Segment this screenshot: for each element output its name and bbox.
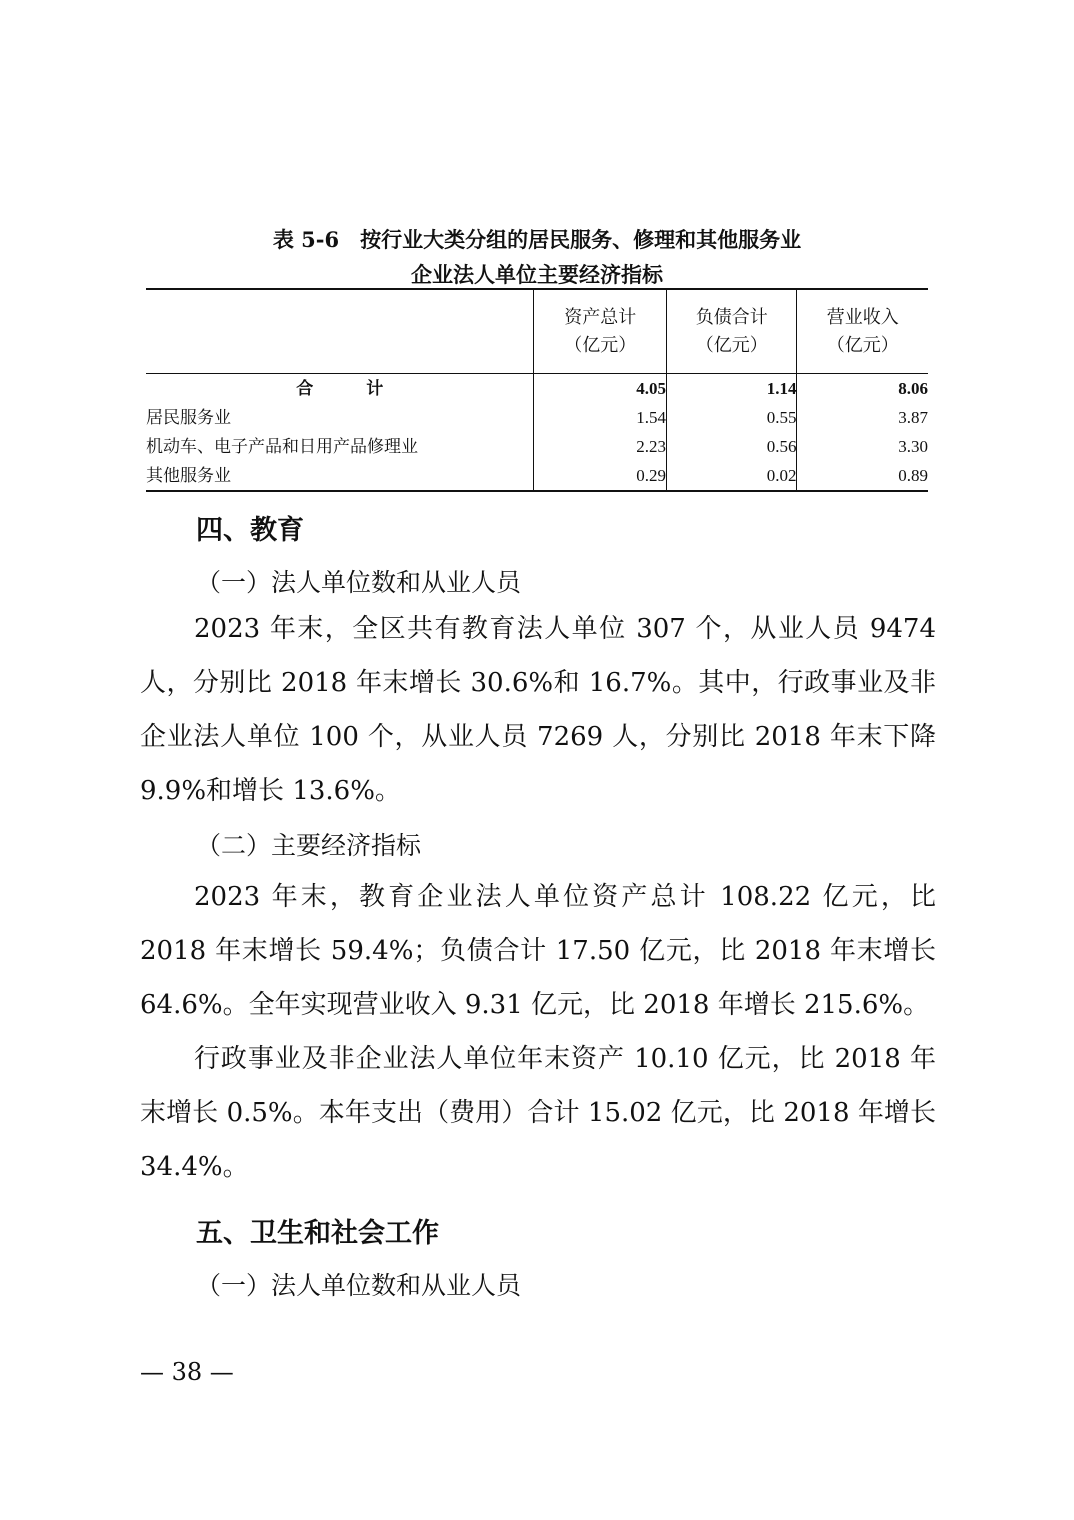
row-label: 其他服务业	[146, 461, 534, 491]
cell-revenue: 8.06	[797, 373, 928, 403]
row-label: 合 计	[296, 378, 402, 398]
table-row	[146, 403, 928, 432]
cell-liabilities: 0.02	[666, 461, 797, 491]
column-name: 负债合计	[695, 307, 768, 328]
row-label: 机动车、电子产品和日用产品修理业	[146, 436, 418, 456]
paragraph-enterprise-finance: 2023 年末，教育企业法人单位资产总计 108.22 亿元，比 2018 年末增长 59.4%；负债合计 17.50 亿元，比 2018 年末增长 64.6%。全年实现营业收入 9.31 亿元，比 2018 年增长 215.6%。	[140, 882, 936, 1020]
cell-revenue: 3.87	[797, 403, 928, 432]
cell-assets: 4.05	[534, 373, 667, 403]
cell-revenue: 0.89	[797, 461, 928, 491]
cell-assets: 1.54	[534, 403, 667, 432]
column-unit: （亿元）	[826, 335, 899, 356]
cell-assets: 0.29	[534, 461, 667, 491]
section-heading-education: 四、教育	[196, 515, 304, 546]
table-row	[146, 461, 928, 491]
cell-liabilities: 0.56	[666, 432, 797, 461]
column-unit: （亿元）	[695, 335, 768, 356]
column-name: 资产总计	[564, 307, 637, 328]
table-title-line2: 企业法人单位主要经济指标	[411, 262, 663, 287]
paragraph-nonenterprise-finance: 行政事业及非企业法人单位年末资产 10.10 亿元，比 2018 年末增长 0.5%。本年支出（费用）合计 15.02 亿元，比 2018 年增长 34.4%。	[140, 1044, 936, 1182]
subheading-units-employees-health: （一）法人单位数和从业人员	[196, 1271, 522, 1300]
column-unit: （亿元）	[564, 335, 637, 356]
row-label: 居民服务业	[146, 407, 231, 427]
cell-assets: 2.23	[534, 432, 667, 461]
subheading-economic-indicators: （二）主要经济指标	[196, 831, 422, 860]
cell-revenue: 3.30	[797, 432, 928, 461]
table-header-liabilities	[666, 289, 797, 373]
table-row-total	[146, 373, 928, 403]
cell-liabilities: 0.55	[666, 403, 797, 432]
table-title-line1: 表 5-6 按行业大类分组的居民服务、修理和其他服务业	[272, 227, 802, 252]
paragraph-education-units: 2023 年末，全区共有教育法人单位 307 个，从业人员 9474 人，分别比 2018 年末增长 30.6%和 16.7%。其中，行政事业及非企业法人单位 100 个，从业人员 7269 人，分别比 2018 年末下降 9.9%和增长 13.6%。	[140, 614, 936, 806]
subheading-units-employees: （一）法人单位数和从业人员	[196, 568, 522, 597]
section-heading-health: 五、卫生和社会工作	[196, 1218, 439, 1249]
table-row	[146, 432, 928, 461]
table-header-assets	[534, 289, 667, 373]
stats-table	[146, 288, 928, 492]
page-number: — 38 —	[140, 1358, 234, 1386]
column-name: 营业收入	[826, 307, 899, 328]
table-header-blank	[146, 289, 534, 373]
cell-liabilities: 1.14	[666, 373, 797, 403]
table-header-revenue	[797, 289, 928, 373]
table-header-row	[146, 289, 928, 373]
